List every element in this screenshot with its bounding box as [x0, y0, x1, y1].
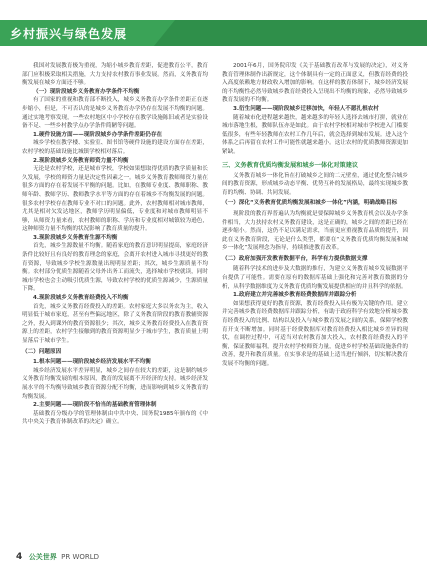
magazine-brand: 公关世界: [28, 553, 57, 561]
paragraph-left-13: 城乡经济发展水平差异明显，城乡之间存在较大的差距，这是制约城乡义务教育均衡发展的根本原因，教育的发展离不开经济的支持。城乡经济发展水平的不均衡导致城乡教育资源分配不均衡，进而影响到城乡义务教育的均衡发展。: [22, 367, 208, 400]
paragraph-left-8: 首先，城乡生源数量不均衡。随着家庭的教育意识明显提高，家庭经济条件比较好且有良好的教育理念的家庭，会离开农村进入城市寻找更好的教育资源，导致城乡学校生源数量出现明显差距；其次，城乡生源质量不均衡。农村部分优质生源随着父母外出务工而流失，选择城市学校就读，同时城市学校也会主动吸引优质生源，导致农村学校的优质生源减少，生源质量下降。: [22, 243, 208, 293]
paragraph-right-6: 现阶段的教育界普遍认为均衡就是要保障城乡义务教育机会以及办学条件相当，大力扶持农村义务教育建设，这是正确的，城乡之间的差距已经在逐步缩小。然而，这仍不足以满足需求，当前更应重视教育品质的提升，因此在义务教育阶段，无论是什么类型，都要在“义务教育优质均衡发展和城乡一体化”发展理念为指导，持续推进教育改革。: [222, 210, 408, 252]
paragraph-right-0: 2001年6月，国务院印发《关于基础教育改革与发展的决定》，对义务教育管理体制作出新规定，这个体制具有一定的正面意义，但教育经费的投入高度依赖地方财政收入增加的影响。在这样的教育体制下，城乡经济发展的不均衡性必然导致城乡教育经费投入呈现出不均衡的现象，必然导致城乡教育发展的不均衡。: [222, 63, 408, 104]
paragraph-right-4: 义务教育城乡一体化旨在打破城乡之间的二元壁垒，通过优化整合城乡间的教育资源，形成城乡动态平衡、优势互补的发展格局，最终实现城乡教育的均衡、协调、共同发展。: [222, 172, 408, 196]
left-column: [22, 62, 208, 427]
paragraph-left-6: 无论是农村学校，还是城市学校，学校如果想取得优质的教学质量和长久发展，学校的师资力量是决定性因素之一。城乡义务教育教师师资力量在很多方面的存在着发展不平衡的问题。比如，在教师专业度、教师职称、教师年龄、教师学历、教师教学水平等方面的存在着城乡不均衡发展的问题。很多农村学校存在教师专业不对口的问题。此外，农村教师相对城市教师，尤其是相对欠发达地区，教师学历明显偏低，专业度和对城市教师明显不够，从师资力量来看，农村教师的职称、学历和专业度相对城镇较为逊色，这种师资力量不均衡的状况影响了教育质量的提升。: [22, 166, 208, 233]
page-number: 4: [16, 552, 23, 562]
paragraph-left-2: 有了国家的重视和教育部不断投入，城乡义务教育办学条件差距正在逐步缩小，但是，不可否认的是城乡义务教育办学仍存在发展不均衡的问题。通过实地考察发现，一些农村地区中小学校存在教学设施陈旧或者是实验设备不足、一些乡村教学点办学条件简陋等问题。: [22, 97, 208, 130]
heading-left-3: 1.硬件设施方面——现阶段城乡办学条件差距仍存在: [33, 131, 163, 138]
heading-right-9: 1.政府建立并完善城乡教育经费数据库并跟踪分析: [233, 292, 357, 299]
paragraph-right-10: 如果想获得更好的教育资源，教育经费投入具有极为关键的作用。建立并完善城乡教育经费数据库并跟踪分析，有助于政府科学有效地分析城乡教育经费投入的比例、结构以及投入与城乡教育发展之间的关系，保障学校教育开支不断增加。同时基于经费数据库对教育经费投入相比城乡差异的现状，在调控过程中，可适当对农村教育加大投入，农村教育经费投入的平衡，保证教师福利，提升农村学校师资力量，促进乡村学校基础设施条件的改善，提升和教育质量。在实事求是的基础上适当进行倾斜，切实解决教育发展不均衡的问题。: [222, 300, 408, 367]
section-title: 乡村振兴与绿色发展: [10, 27, 128, 41]
paragraph-left-4: 城乡学校在教学楼、实验室、图书馆等硬件设施的建设方面存在差距，农村学校的基础设施比城镇学校相对落后。: [22, 140, 208, 155]
heading-left-1: （一）现阶段城乡义务教育办学条件不均衡: [33, 88, 140, 95]
heading-left-14: 2.主要问题——现阶段不恰当的基础教育管理体制: [33, 402, 157, 409]
paragraph-right-2: 随着城市化进程越来越快，越来越多的年轻人选择去城市打拼，就业在城市落地生根，教师队伍亦是如此。由于农村学校相对城市学校进入门槛要低很多，有些年轻教师在农村工作几年后，就会选择到城市发展。进入这个体系之后再留在农村工作可能性就越来越小。这让农村的优质教师资源更加紧缺。: [222, 114, 408, 155]
heading-right-7: （二）政府加强开发教育数据平台，科学有力提供数据支撑: [222, 255, 368, 262]
header-band: [0, 20, 427, 46]
heading-left-12: 1.根本问题——现阶段城乡经济发展水平不均衡: [33, 359, 151, 366]
footer: [16, 552, 99, 562]
heading-left-7: 3.现阶段城乡义务教育生源不均衡: [33, 234, 118, 241]
paragraph-left-10: 首先，城乡义务教育经费投入的差距。农村家庭大多以务农为主，收入明显低于城市家庭，甚至有些偏远地区，除了义务教育阶段的教育教辅资源之外，投入到课外的教育资源很少；其次，城乡义务教育经费投入在教育资源上的差距，农村学生接触到的教育资源明显少于城市学生，教育质量上明显落后于城市学生。: [22, 303, 208, 344]
paragraph-right-8: 随着科学技术的进步及大数据的推行，为建立义务教育城乡发展数据平台提供了可能性。需要在原有的数据库基础上强化和完善对教育数据的分析，从科学数据维度为义务教育优质均衡发展提供相应的并且科学的依据。: [222, 266, 408, 290]
paragraph-left-15: 基础教育分级办学的管理体制由中共中央、国务院1985年颁布的《中共中央关于教育体制改革的决定》确立。: [22, 410, 208, 426]
heading-left-5: 2.现阶段城乡义务教育师资力量不均衡: [33, 157, 129, 164]
paragraph-left-0: 我国对发展教育极为重视，为缩小城乡教育差距，促进教育公平，教育部门应积极采取相关措施，大力支持农村教育事业发展。然而，义务教育均衡发展在城乡方面还不够。: [22, 63, 208, 87]
magazine-brand-en: PR WORLD: [61, 553, 100, 561]
heading-right-1: 3.衍生问题——现阶段城乡迁移加快，年轻人不愿扎根农村: [233, 105, 379, 112]
heading-right-3: 三、义务教育优质均衡发展和城乡一体化对策建议: [222, 161, 359, 169]
heading-left-11: （二）问题原因: [22, 348, 62, 355]
heading-left-9: 4.现阶段城乡义务教育经费投入不均衡: [33, 295, 129, 302]
right-column: [222, 62, 408, 369]
heading-right-5: （一）深化“义务教育优质均衡发展和城乡一体化”内涵，明确战略目标: [222, 200, 398, 207]
